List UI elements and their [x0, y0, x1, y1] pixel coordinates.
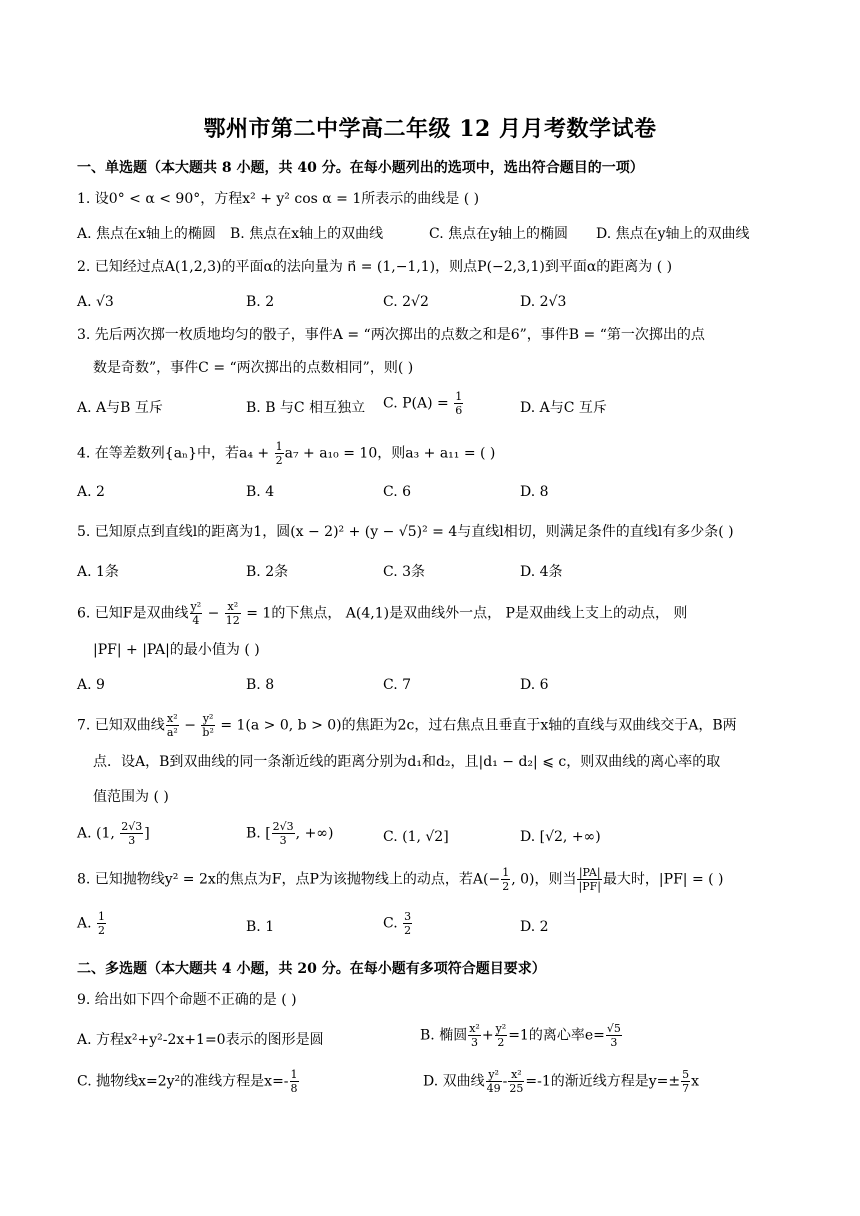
fraction: $\frac{5}{7}$ [682, 1068, 690, 1095]
question-5-stem: 5. 已知原点到直线l的距离为1，圆(x − 2)² + (y − √5)² = 4与直线l相切，则满足条件的直线l有多少条( ) [77, 524, 734, 540]
q9-option-b: B. 椭圆 $\frac{\text{x²}}{3}$ + $\frac{\text{y²}}{2}$ =1的离心率e= $\frac{√5}{3}$ [420, 1022, 621, 1049]
question-7-stem-line3: 值范围为 ( ) [93, 789, 169, 805]
question-7-stem-line2: 点．设A，B到双曲线的同一条渐近线的距离分别为d₁和d₂，且|d₁ − d₂| ⩽ c，则双曲线的离心率的取 [93, 754, 721, 770]
q4-option-a: A. 2 [77, 484, 105, 500]
q5-option-b: B. 2条 [246, 564, 289, 580]
q4-option-d: D. 8 [520, 484, 549, 500]
q1-option-c: C. 焦点在y轴上的椭圆 [429, 226, 569, 242]
q9-option-a: A. 方程x²+y²-2x+1=0表示的图形是圆 [77, 1032, 324, 1048]
fraction: $\frac{\text{y²}}{4}$ [190, 600, 202, 627]
q8-option-c: C. $\frac{3}{2}$ [383, 910, 412, 937]
q2-option-d: D. 2√3 [520, 294, 567, 310]
q1-option-a: A. 焦点在x轴上的椭圆 [77, 226, 216, 242]
fraction: $\frac{1}{8}$ [290, 1068, 298, 1095]
question-6-stem-line1: 6. 已知F是双曲线 $\frac{\text{y²}}{4}$ − $\frac{\text{x²}}{12}$ = 1的下焦点， A(4,1)是双曲线外一点， P是双曲线上支上的动点， 则 [77, 600, 688, 627]
q9-option-d: D. 双曲线 $\frac{\text{y²}}{49}$ - $\frac{\text{x²}}{25}$ =-1的渐近线方程是y=± $\frac{5}{7}$ x [423, 1068, 700, 1095]
q7-option-c: C. (1, √2] [383, 829, 449, 845]
q4-option-b: B. 4 [246, 484, 275, 500]
fraction: $\frac{1}{2}$ [275, 440, 283, 467]
q7-option-d: D. [√2, +∞) [520, 829, 601, 845]
q9-option-c: C. 抛物线x=2y²的准线方程是x=- $\frac{1}{8}$ [77, 1068, 298, 1095]
fraction: $\frac{\text{y²}}{49}$ [486, 1068, 501, 1095]
question-3-stem-line2: 数是奇数”，事件C = “两次掷出的点数相同”，则( ) [93, 360, 414, 376]
q2-option-c: C. 2√2 [383, 294, 429, 310]
q8-option-b: B. 1 [246, 919, 275, 935]
q3-option-d: D. A与C 互斥 [520, 400, 607, 416]
fraction: $\frac{3}{2}$ [404, 910, 412, 937]
q1-option-b: B. 焦点在x轴上的双曲线 [230, 226, 384, 242]
fraction: $\frac{1}{2}$ [502, 866, 510, 893]
q5-option-c: C. 3条 [383, 564, 426, 580]
fraction: $\frac{\text{x²}}{25}$ [509, 1068, 524, 1095]
q7-option-b: B. [ $\frac{2√3}{3}$ , +∞) [246, 820, 334, 847]
q4-option-c: C. 6 [383, 484, 412, 500]
question-4-stem: 4. 在等差数列{aₙ}中，若a₄ + $\frac{1}{2}$ a₇ + a₁₀ = 10，则a₃ + a₁₁ = ( ) [77, 440, 496, 467]
fraction: $\frac{|PA|}{|PF|}$ [578, 866, 601, 893]
section-heading-multi-choice: 二、多选题（本大题共 4 小题，共 20 分。在每小题有多项符合题目要求） [77, 961, 546, 977]
question-3-stem-line1: 3. 先后两次掷一枚质地均匀的骰子，事件A = “两次掷出的点数之和是6”，事件B = “第一次掷出的点 [77, 327, 705, 343]
question-1-stem: 1. 设0° < α < 90°，方程x² + y² cos α = 1所表示的曲线是 ( ) [77, 191, 480, 207]
fraction: $\frac{2√3}{3}$ [121, 820, 143, 847]
q5-option-a: A. 1条 [77, 564, 119, 580]
fraction: $\frac{√5}{3}$ [606, 1022, 621, 1049]
q3-option-b: B. B 与C 相互独立 [246, 400, 366, 416]
question-6-stem-line2: |PF| + |PA|的最小值为 ( ) [93, 642, 260, 658]
q3-option-c: C. P(A) = $\frac{1}{6}$ [383, 390, 463, 417]
q6-option-d: D. 6 [520, 677, 549, 693]
question-9-stem: 9. 给出如下四个命题不正确的是 ( ) [77, 992, 297, 1008]
q6-option-a: A. 9 [77, 677, 105, 693]
q2-option-a: A. √3 [77, 294, 114, 310]
q6-option-c: C. 7 [383, 677, 412, 693]
question-2-stem: 2. 已知经过点A(1,2,3)的平面α的法向量为 n⃗ = (1,−1,1)，则点P(−2,3,1)到平面α的距离为 ( ) [77, 259, 673, 275]
fraction: $\frac{\text{y²}}{2}$ [495, 1022, 507, 1049]
fraction: $\frac{1}{2}$ [98, 910, 106, 937]
q8-option-a: A. $\frac{1}{2}$ [77, 910, 106, 937]
fraction: $\frac{\text{y²}}{\text{b²}}$ [202, 712, 214, 739]
fraction: $\frac{\text{x²}}{12}$ [225, 600, 240, 627]
question-7-stem-line1: 7. 已知双曲线 $\frac{\text{x²}}{\text{a²}}$ − $\frac{\text{y²}}{\text{b²}}$ = 1(a > 0, b > 0)的焦距为2c，过右焦点且垂直于x轴的直线与双曲线交于A，B两 [77, 712, 737, 739]
q3-option-a: A. A与B 互斥 [77, 400, 163, 416]
q1-option-d: D. 焦点在y轴上的双曲线 [596, 226, 750, 242]
q8-option-d: D. 2 [520, 919, 549, 935]
q2-option-b: B. 2 [246, 294, 275, 310]
fraction: $\frac{\text{x²}}{\text{a²}}$ [166, 712, 178, 739]
q7-option-a: A. (1, $\frac{2√3}{3}$ ] [77, 820, 150, 847]
fraction: $\frac{2√3}{3}$ [272, 820, 294, 847]
fraction: $\frac{1}{6}$ [455, 390, 463, 417]
page-title: 鄂州市第二中学高二年级 12 月月考数学试卷 [203, 116, 657, 142]
fraction: $\frac{\text{x²}}{3}$ [469, 1022, 480, 1049]
q5-option-d: D. 4条 [520, 564, 563, 580]
question-8-stem: 8. 已知抛物线y² = 2x的焦点为F，点P为该抛物线上的动点，若A(− $\frac{1}{2}$ , 0)，则当 $\frac{|PA|}{|PF|}$ 最大时，|PF| = ( ) [77, 866, 724, 893]
section-heading-single-choice: 一、单选题（本大题共 8 小题，共 40 分。在每小题列出的选项中，选出符合题目的一项） [77, 160, 644, 176]
q6-option-b: B. 8 [246, 677, 275, 693]
